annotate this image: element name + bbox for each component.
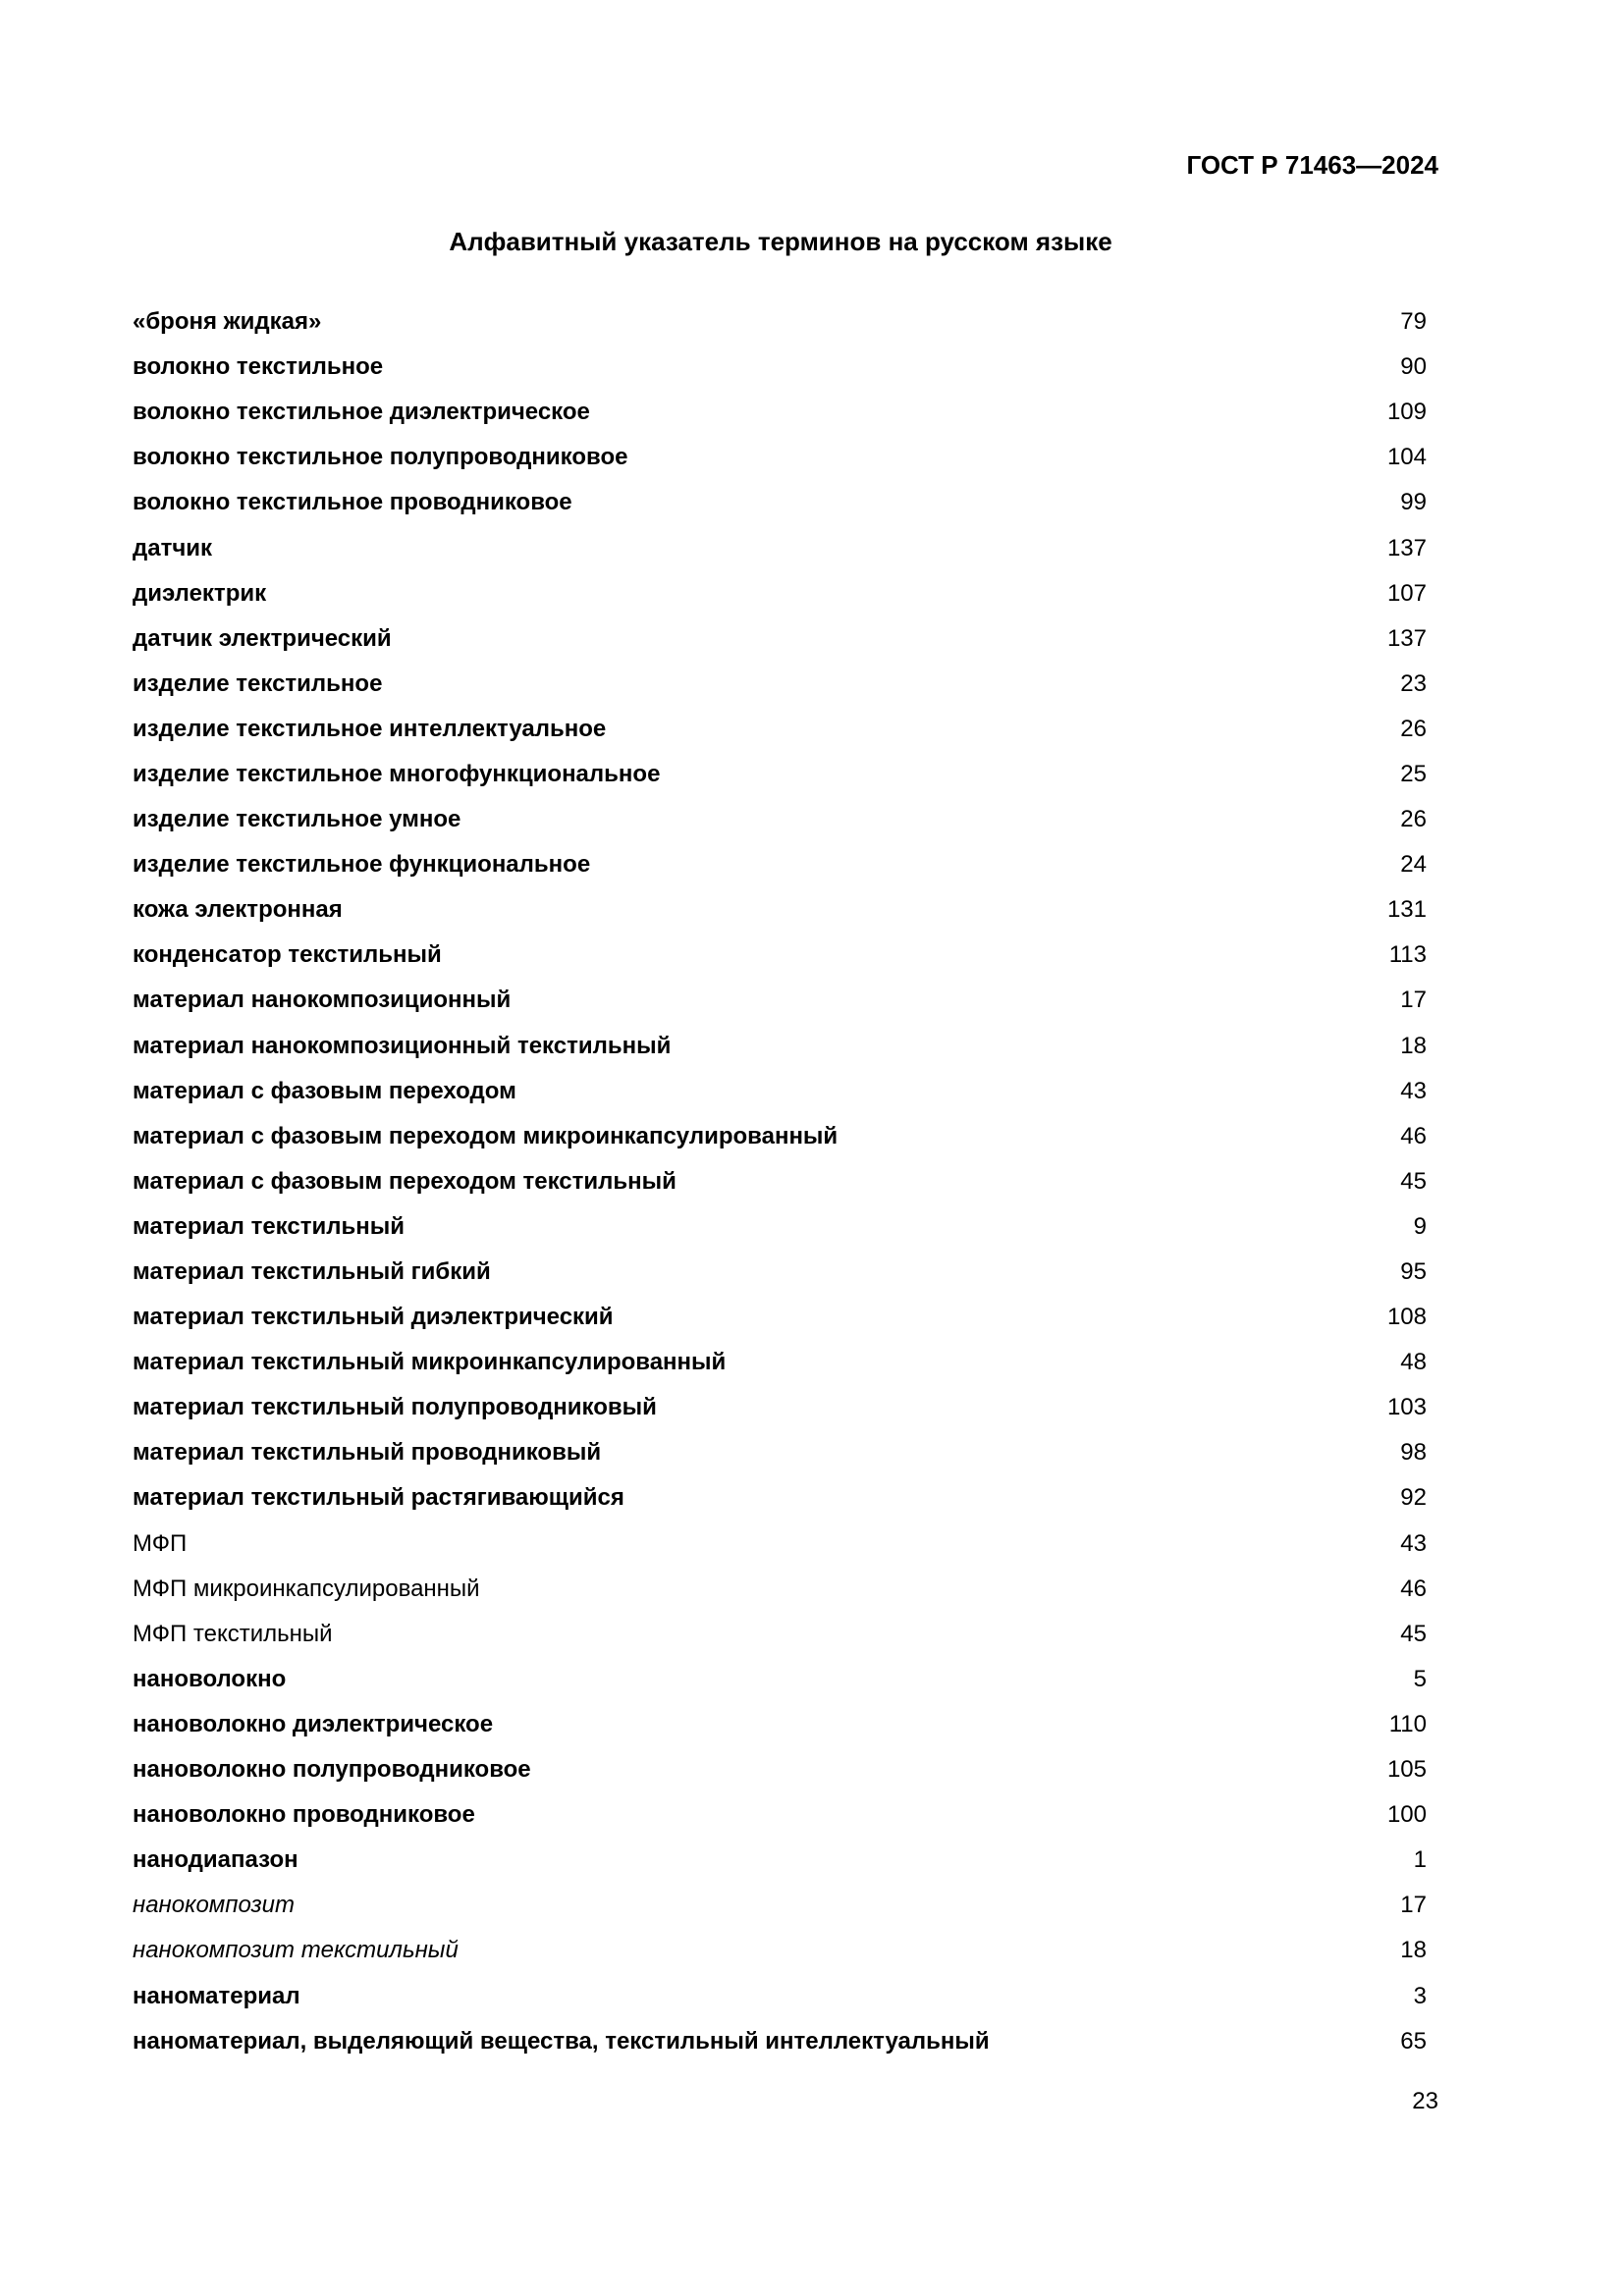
index-term: материал нанокомпозиционный (133, 987, 512, 1014)
index-entry (133, 1838, 1427, 1883)
index-term-number: 23 (1400, 669, 1427, 697)
index-term-number: 100 (1386, 1801, 1427, 1829)
index-term: нанодиапазон (133, 1846, 298, 1874)
index-entry (133, 480, 1427, 525)
index-entry (133, 978, 1427, 1023)
index-term-number: 108 (1386, 1304, 1427, 1331)
index-term: нанокомпозит текстильный (133, 1937, 459, 1964)
index-entry (133, 1928, 1427, 1973)
index-entry (133, 797, 1427, 842)
index-term: материал с фазовым переходом микроинкапсулированный (133, 1122, 839, 1149)
index-term-number: 65 (1400, 2027, 1427, 2055)
index-term-number: 92 (1400, 1484, 1427, 1512)
index-term: изделие текстильное (133, 669, 383, 697)
index-entry (133, 662, 1427, 707)
index-term-number: 104 (1386, 444, 1427, 471)
index-term-number: 131 (1386, 896, 1427, 924)
index-term: материал нанокомпозиционный текстильный (133, 1032, 672, 1059)
index-term-number: 79 (1400, 308, 1427, 336)
index-term-number: 26 (1400, 806, 1427, 833)
index-entry (133, 525, 1427, 570)
index-term: датчик (133, 534, 213, 561)
index-term: конденсатор текстильный (133, 941, 442, 969)
index-term-number: 107 (1386, 579, 1427, 607)
index-entry (133, 707, 1427, 752)
index-term-number: 43 (1400, 1529, 1427, 1557)
index-entry (133, 887, 1427, 933)
index-entry (133, 1204, 1427, 1250)
index-term: МФП (133, 1529, 188, 1557)
index-term-number: 17 (1400, 987, 1427, 1014)
index-term-number: 137 (1386, 624, 1427, 652)
index-term: материал текстильный диэлектрический (133, 1304, 614, 1331)
index-entry (133, 1883, 1427, 1928)
index-entry (133, 1430, 1427, 1475)
index-term-number: 45 (1400, 1167, 1427, 1195)
term-index-list (133, 299, 1427, 2064)
index-term: материал текстильный полупроводниковый (133, 1394, 657, 1421)
index-entry (133, 933, 1427, 978)
index-entry (133, 616, 1427, 662)
index-term-number: 110 (1388, 1710, 1427, 1737)
index-term-number: 99 (1400, 489, 1427, 516)
index-entry (133, 299, 1427, 345)
index-term: изделие текстильное функциональное (133, 851, 591, 879)
index-entry (133, 1069, 1427, 1114)
index-entry (133, 1612, 1427, 1657)
index-entry (133, 1702, 1427, 1747)
index-entry (133, 435, 1427, 480)
index-term-number: 137 (1386, 534, 1427, 561)
index-entry (133, 1747, 1427, 1792)
index-term-number: 45 (1400, 1620, 1427, 1647)
index-entry (133, 390, 1427, 435)
index-term: изделие текстильное интеллектуальное (133, 715, 607, 742)
index-entry (133, 1792, 1427, 1838)
index-term: нановолокно (133, 1665, 287, 1692)
index-entry (133, 1657, 1427, 1702)
index-term: волокно текстильное диэлектрическое (133, 399, 590, 426)
index-term-number: 25 (1400, 760, 1427, 787)
index-term: волокно текстильное полупроводниковое (133, 444, 628, 471)
index-entry (133, 1567, 1427, 1612)
index-term: МФП микроинкапсулированный (133, 1575, 480, 1602)
index-term: датчик электрический (133, 624, 392, 652)
index-entry (133, 1159, 1427, 1204)
index-term-number: 26 (1400, 715, 1427, 742)
index-title: Алфавитный указатель терминов на русском языке (449, 227, 1112, 256)
index-term: материал текстильный растягивающийся (133, 1484, 624, 1512)
index-term-number: 95 (1400, 1258, 1427, 1286)
index-term-number: 24 (1400, 851, 1427, 879)
index-entry (133, 1114, 1427, 1159)
index-term: материал текстильный микроинкапсулированный (133, 1349, 727, 1376)
index-term: кожа электронная (133, 896, 343, 924)
index-term-number: 109 (1386, 399, 1427, 426)
index-term: наноматериал (133, 1982, 300, 2009)
index-entry (133, 345, 1427, 390)
index-term-number: 43 (1400, 1077, 1427, 1104)
index-entry (133, 842, 1427, 887)
index-entry (133, 1340, 1427, 1385)
index-entry (133, 1024, 1427, 1069)
index-entry (133, 1295, 1427, 1340)
index-term: волокно текстильное (133, 353, 384, 381)
index-term: волокно текстильное проводниковое (133, 489, 572, 516)
index-entry (133, 1250, 1427, 1295)
index-term: диэлектрик (133, 579, 267, 607)
index-term-number: 46 (1400, 1122, 1427, 1149)
index-term: материал текстильный гибкий (133, 1258, 491, 1286)
page-number: 23 (1412, 2088, 1438, 2114)
index-entry (133, 2019, 1427, 2064)
index-term: материал с фазовым переходом текстильный (133, 1167, 677, 1195)
index-term-number: 90 (1400, 353, 1427, 381)
index-term-number: 3 (1413, 1982, 1427, 2009)
index-term: материал текстильный (133, 1212, 405, 1240)
index-term: «броня жидкая» (133, 308, 322, 336)
index-term-number: 113 (1388, 941, 1427, 969)
index-term: нановолокно полупроводниковое (133, 1756, 531, 1784)
index-term: МФП текстильный (133, 1620, 333, 1647)
index-entry (133, 752, 1427, 797)
index-term-number: 103 (1386, 1394, 1427, 1421)
index-term-number: 9 (1413, 1212, 1427, 1240)
index-entry (133, 1475, 1427, 1521)
index-term-number: 48 (1400, 1349, 1427, 1376)
index-entry (133, 1973, 1427, 2018)
index-term: нанокомпозит (133, 1892, 296, 1919)
index-term-number: 1 (1413, 1846, 1427, 1874)
index-term: нановолокно диэлектрическое (133, 1710, 494, 1737)
index-entry (133, 571, 1427, 616)
index-term: материал с фазовым переходом (133, 1077, 516, 1104)
document-code: ГОСТ Р 71463—2024 (1186, 150, 1438, 180)
index-term-number: 105 (1386, 1756, 1427, 1784)
index-term: нановолокно проводниковое (133, 1801, 475, 1829)
index-term: материал текстильный проводниковый (133, 1439, 602, 1467)
index-entry (133, 1385, 1427, 1430)
index-term: наноматериал, выделяющий вещества, текстильный интеллектуальный (133, 2027, 990, 2055)
index-term: изделие текстильное умное (133, 806, 461, 833)
index-entry (133, 1522, 1427, 1567)
index-term-number: 46 (1400, 1575, 1427, 1602)
index-term-number: 98 (1400, 1439, 1427, 1467)
index-term: изделие текстильное многофункциональное (133, 760, 661, 787)
index-term-number: 18 (1400, 1937, 1427, 1964)
index-term-number: 5 (1413, 1665, 1427, 1692)
index-term-number: 17 (1400, 1892, 1427, 1919)
index-term-number: 18 (1400, 1032, 1427, 1059)
